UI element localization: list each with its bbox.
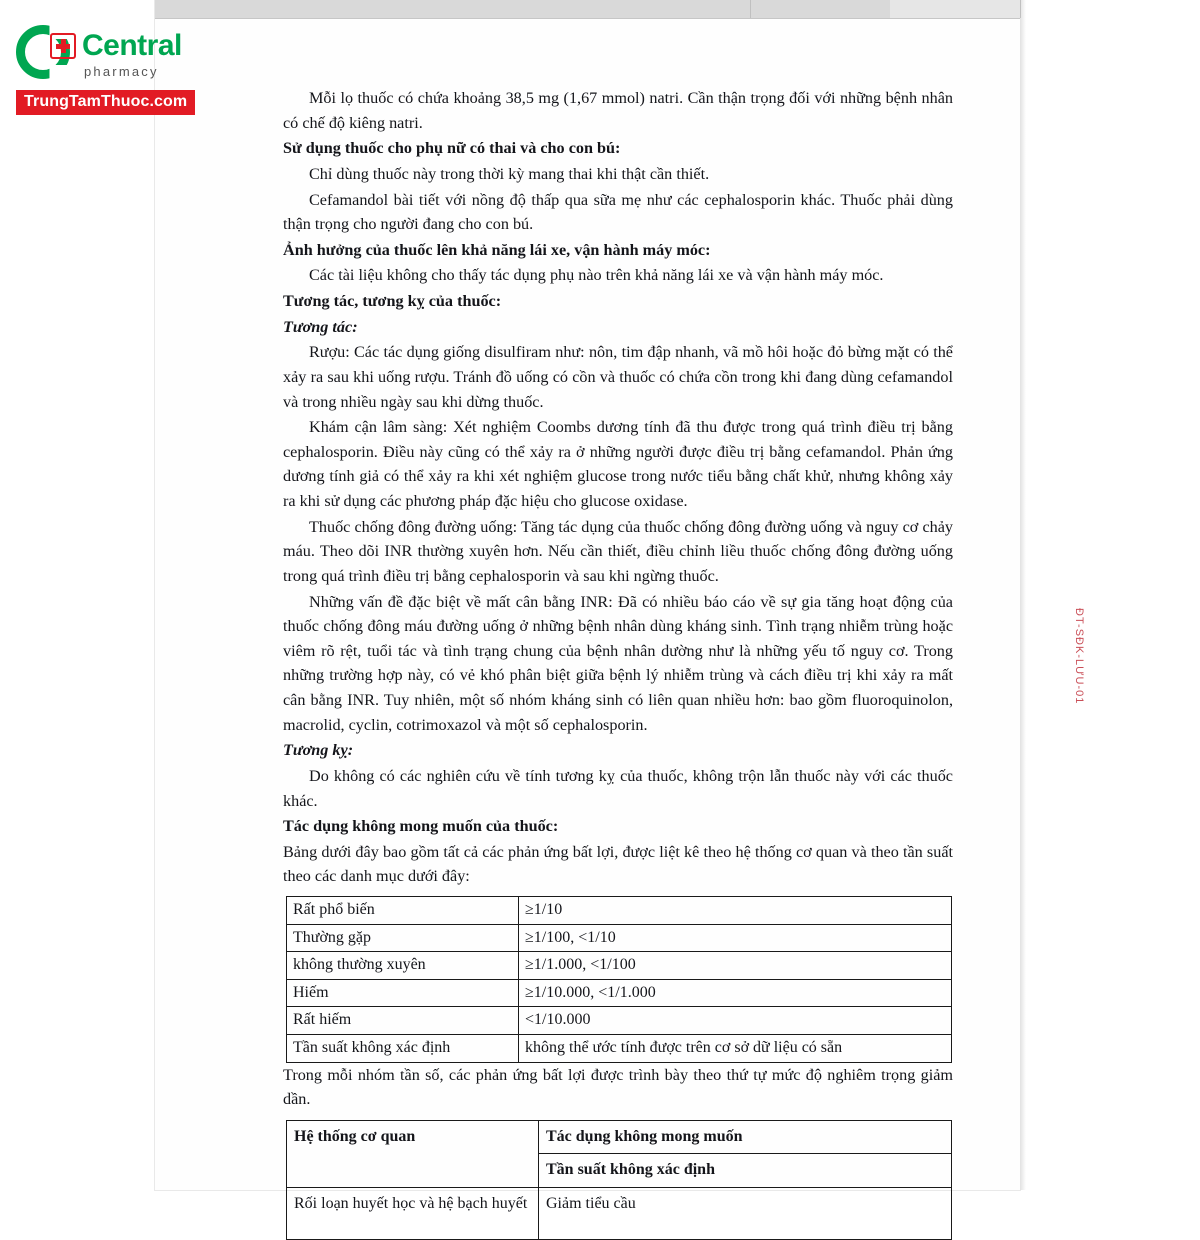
table-header-row [287, 1120, 952, 1154]
ae-subheader-frequency: Tần suất không xác định [539, 1154, 952, 1188]
frequency-value: ≥1/100, <1/10 [519, 924, 952, 952]
document-body [283, 86, 953, 1240]
adverse-effects-intro: Bảng dưới đây bao gồm tất cả các phản ứng bất lợi, được liệt kê theo hệ thống cơ quan và theo tần suất theo các danh mục dưới đây: [283, 842, 953, 886]
table-row [287, 924, 952, 952]
ae-header-organ-system: Hệ thống cơ quan [287, 1120, 539, 1187]
side-margin-code: ĐT-SĐK-LƯU-01 [1073, 608, 1085, 705]
section-heading-adverse-effects: Tác dụng không mong muốn của thuốc: [283, 817, 559, 836]
ae-organ-system: Rối loạn huyết học và hệ bạch huyết [287, 1188, 539, 1240]
after-table-note: Trong mỗi nhóm tần số, các phản ứng bất lợi được trình bày theo thứ tự mức độ nghiêm trọng giảm dần. [283, 1065, 953, 1109]
frequency-label: Rất hiếm [287, 1007, 519, 1035]
frequency-label: không thường xuyên [287, 952, 519, 980]
frequency-label: Tần suất không xác định [287, 1034, 519, 1062]
medical-cross-icon [50, 33, 76, 59]
table-row [287, 1034, 952, 1062]
driving-paragraph-1: Các tài liệu không cho thấy tác dụng phụ nào trên khả năng lái xe và vận hành máy móc. [309, 266, 884, 285]
cross-horizontal-bar [56, 44, 70, 49]
incompatibility-paragraph-1: Do không có các nghiên cứu về tính tương kỵ của thuốc, không trộn lẫn thuốc này với các thuốc khác. [283, 766, 953, 810]
logo-brand-subtitle: pharmacy [84, 63, 159, 79]
table-row [287, 979, 952, 1007]
strip-segment-2 [750, 0, 891, 18]
frequency-value: ≥1/1.000, <1/100 [519, 952, 952, 980]
table-row [287, 897, 952, 925]
logo-row [16, 25, 216, 83]
pregnancy-paragraph-2: Cefamandol bài tiết với nồng độ thấp qua sữa mẹ như các cephalosporin khác. Thuốc phải dùng thận trọng cho người đang cho con bú. [283, 190, 953, 234]
frequency-label: Thường gặp [287, 924, 519, 952]
frequency-value: không thể ước tính được trên cơ sở dữ liệu có sẵn [519, 1034, 952, 1062]
frequency-value: ≥1/10.000, <1/1.000 [519, 979, 952, 1007]
interaction-paragraph-lab: Khám cận lâm sàng: Xét nghiệm Coombs dương tính đã thu được trong quá trình điều trị bằng cephalosporin. Điều này cũng có thể xảy ra ở những người được điều trị bằng cefamandol. Phản ứng dương tính giả có thể xảy ra khi xét nghiệm glucose trong nước tiểu bằng chất khử, nhưng không xảy ra khi sử dụng các phương pháp đặc hiệu cho glucose oxidase. [283, 418, 953, 510]
subheading-interaction: Tương tác: [283, 317, 358, 336]
frequency-label: Rất phổ biến [287, 897, 519, 925]
intro-paragraph: Mỗi lọ thuốc có chứa khoảng 38,5 mg (1,67 mmol) natri. Cần thận trọng đối với những bệnh nhân có chế độ kiêng natri. [283, 89, 953, 132]
ae-effect: Giảm tiểu cầu [539, 1188, 952, 1240]
section-heading-interactions: Tương tác, tương kỵ của thuốc: [283, 292, 502, 310]
table-row [287, 952, 952, 980]
central-pharmacy-logo-icon [16, 25, 74, 83]
section-heading-driving: Ảnh hưởng của thuốc lên khả năng lái xe, vận hành máy móc: [283, 240, 711, 259]
frequency-label: Hiếm [287, 979, 519, 1007]
interaction-paragraph-anticoagulant: Thuốc chống đông đường uống: Tăng tác dụng của thuốc chống đông đường uống và nguy cơ chảy máu. Theo dõi INR thường xuyên hơn. Nếu cần thiết, điều chỉnh liều thuốc chống đông đường uống trong quá trình điều trị bằng cephalosporin và sau khi ngừng thuốc. [283, 517, 953, 585]
frequency-table [286, 896, 952, 1063]
subheading-incompatibility: Tương kỵ: [283, 741, 354, 760]
section-heading-pregnancy: Sử dụng thuốc cho phụ nữ có thai và cho con bú: [283, 139, 621, 158]
table-row [287, 1188, 952, 1240]
logo-website-url: TrungTamThuoc.com [16, 90, 195, 115]
pregnancy-paragraph-1: Chỉ dùng thuốc này trong thời kỳ mang thai khi thật cần thiết. [309, 164, 710, 183]
table-row [287, 1007, 952, 1035]
logo-brand-name: Central [82, 28, 182, 62]
interaction-paragraph-inr: Những vấn đề đặc biệt về mất cân bằng INR: Đã có nhiều báo cáo về sự gia tăng hoạt động của thuốc chống đông máu đường uống ở những bệnh nhân dùng kháng sinh. Tình trạng nhiễm trùng hoặc viêm rõ rệt, tuổi tác và tình trạng chung của bệnh nhân dường như là những yếu tố nguy cơ. Trong những trường hợp này, có vẻ khó phân biệt giữa bệnh lý nhiễm trùng và cách điều trị khi xảy ra mất cân bằng INR. Tuy nhiên, một số nhóm kháng sinh có liên quan nhiều hơn: bao gồm fluoroquinolon, macrolid, cyclin, cotrimoxazol và một số cephalosporin. [283, 592, 953, 734]
ae-header-effect: Tác dụng không mong muốn [539, 1120, 952, 1154]
strip-segment-1 [155, 0, 751, 18]
frequency-value: ≥1/10 [519, 897, 952, 925]
logo-text [82, 28, 182, 79]
adverse-effects-table [286, 1120, 952, 1240]
frequency-value: <1/10.000 [519, 1007, 952, 1035]
scanner-top-strip [155, 0, 1020, 19]
interaction-paragraph-alcohol: Rượu: Các tác dụng giống disulfiram như: nôn, tim đập nhanh, vã mồ hôi hoặc đỏ bừng mặt có thể xảy ra sau khi uống rượu. Tránh đồ uống có cồn và thuốc có chứa cồn trong khi đang dùng cefamandol và trong nhiều ngày sau khi dừng thuốc. [283, 343, 953, 411]
watermark-logo [16, 25, 216, 115]
strip-segment-3 [890, 0, 1021, 18]
